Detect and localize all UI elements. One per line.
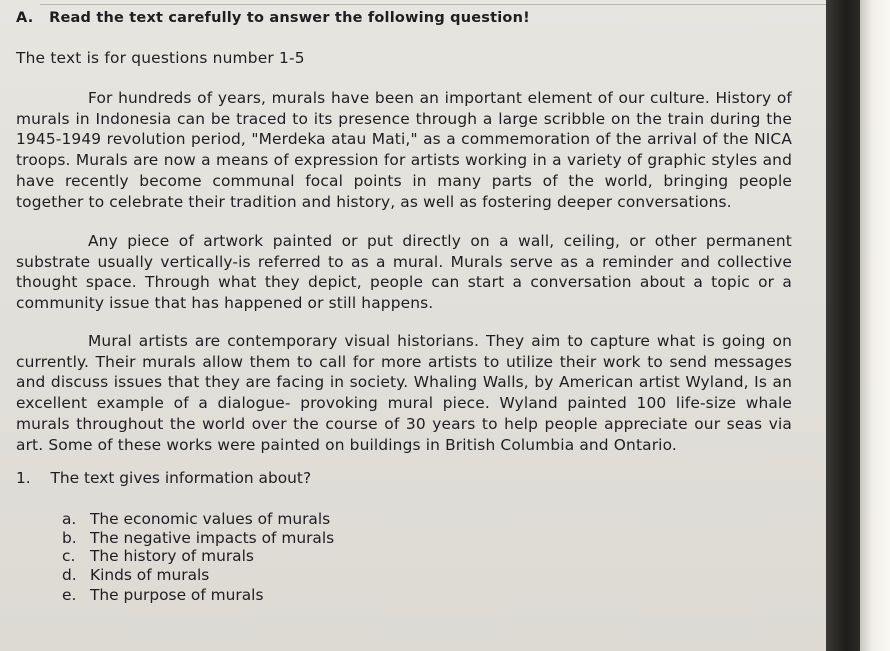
option-letter: b. bbox=[62, 529, 77, 547]
option-c[interactable] bbox=[62, 547, 254, 565]
option-e[interactable] bbox=[62, 586, 263, 604]
paragraph-2-text: Any piece of artwork painted or put directly on a wall, ceiling, or other permanent substrate usually vertically-is referred to as a mural. Murals serve as a reminder and collective thought space. Through what they depict, people can start a conversation about a topic or a community issue that has happened or still happens. bbox=[16, 232, 792, 313]
paragraph-3-text: Mural artists are contemporary visual historians. They aim to capture what is going on currently. Their murals allow them to call for more artists to utilize their work to send messages and discuss issues that they are facing in society. Whaling Walls, by American artist Wyland, Is an excellent example of a dialogue- provoking mural piece. Wyland painted 100 life-size whale murals throughout the world over the course of 30 years to help people appreciate our seas via art. Some of these works were painted on buildings in British Columbia and Ontario. bbox=[16, 332, 792, 454]
option-text: The negative impacts of murals bbox=[90, 529, 335, 547]
question-text: The text gives information about? bbox=[50, 469, 312, 487]
option-letter: c. bbox=[62, 547, 76, 565]
question-1 bbox=[16, 469, 311, 487]
intro-line: The text is for questions number 1-5 bbox=[16, 49, 305, 67]
paragraph-2 bbox=[16, 231, 792, 314]
option-text: The purpose of murals bbox=[90, 586, 264, 604]
option-text: The history of murals bbox=[90, 547, 254, 565]
top-rule bbox=[40, 4, 826, 5]
option-letter: a. bbox=[62, 510, 77, 528]
option-text: Kinds of murals bbox=[90, 566, 210, 584]
question-number: 1. bbox=[16, 469, 31, 487]
option-letter: d. bbox=[62, 566, 77, 584]
option-a[interactable] bbox=[62, 510, 330, 528]
paragraph-3 bbox=[16, 331, 792, 455]
adjacent-page-edge bbox=[860, 0, 890, 651]
option-text: The economic values of murals bbox=[90, 510, 331, 528]
option-letter: e. bbox=[62, 586, 77, 604]
paragraph-1 bbox=[16, 88, 792, 212]
section-heading: A. Read the text carefully to answer the following question! bbox=[16, 10, 530, 26]
option-d[interactable] bbox=[62, 566, 209, 584]
paragraph-1-text: For hundreds of years, murals have been an important element of our culture. History of murals in Indonesia can be traced to its presence through a large scribble on the train during the 1945-1949 revolution period, "Merdeka atau Mati," as a commemoration of the arrival of the NICA troops. Murals are now a means of expression for artists working in a variety of graphic styles and have recently become communal focal points in many parts of the world, bringing people together to celebrate their tradition and history, as well as fostering deeper conversations. bbox=[16, 89, 792, 211]
option-b[interactable] bbox=[62, 529, 334, 547]
book-gutter-shadow bbox=[826, 0, 860, 651]
